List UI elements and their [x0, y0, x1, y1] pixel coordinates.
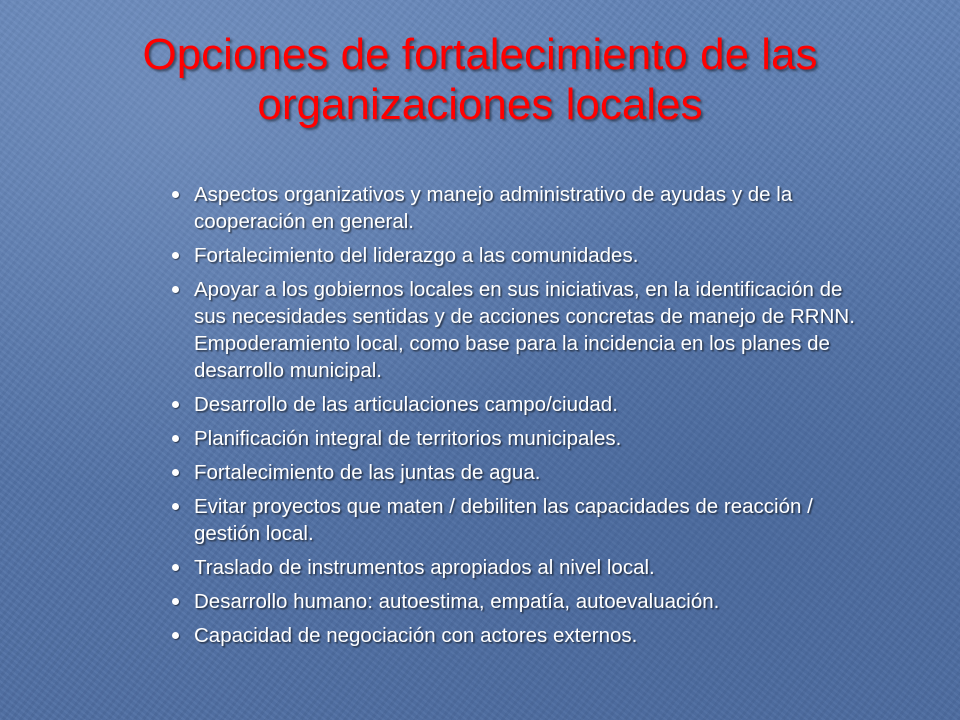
- bullet-text: Apoyar a los gobiernos locales en sus iniciativas, en la identificación de sus necesidades sentidas y de acciones concretas de manejo de RRNN. Empoderamiento local, como base para la incidencia en los planes de desarrollo municipal.: [194, 278, 855, 382]
- bullet-text: Fortalecimiento de las juntas de agua.: [194, 461, 541, 484]
- bullet-dot-icon: [172, 564, 179, 571]
- slide-title-line-2: organizaciones locales: [257, 80, 703, 129]
- bullet-item: [168, 276, 874, 384]
- slide-title: [60, 30, 900, 130]
- bullet-item: [168, 391, 874, 418]
- bullet-dot-icon: [172, 191, 179, 198]
- bullet-text: Aspectos organizativos y manejo administrativo de ayudas y de la cooperación en general.: [194, 183, 793, 233]
- bullet-dot-icon: [172, 252, 179, 259]
- bullet-text: Planificación integral de territorios municipales.: [194, 427, 622, 450]
- bullet-dot-icon: [172, 401, 179, 408]
- bullet-item: [168, 554, 874, 581]
- bullet-item: [168, 459, 874, 486]
- bullet-text: Fortalecimiento del liderazgo a las comunidades.: [194, 244, 639, 267]
- bullet-item: [168, 493, 874, 547]
- slide-title-line-1: Opciones de fortalecimiento de las: [142, 30, 818, 79]
- bullet-list: [168, 181, 874, 656]
- bullet-dot-icon: [172, 435, 179, 442]
- bullet-text: Evitar proyectos que maten / debiliten las capacidades de reacción / gestión local.: [194, 495, 813, 545]
- bullet-dot-icon: [172, 598, 179, 605]
- bullet-item: [168, 622, 874, 649]
- bullet-item: [168, 242, 874, 269]
- bullet-item: [168, 181, 874, 235]
- bullet-text: Traslado de instrumentos apropiados al nivel local.: [194, 556, 655, 579]
- bullet-text: Capacidad de negociación con actores externos.: [194, 624, 638, 647]
- bullet-dot-icon: [172, 469, 179, 476]
- bullet-dot-icon: [172, 286, 179, 293]
- bullet-item: [168, 425, 874, 452]
- bullet-text: Desarrollo de las articulaciones campo/ciudad.: [194, 393, 618, 416]
- bullet-text: Desarrollo humano: autoestima, empatía, autoevaluación.: [194, 590, 720, 613]
- bullet-dot-icon: [172, 632, 179, 639]
- bullet-item: [168, 588, 874, 615]
- bullet-dot-icon: [172, 503, 179, 510]
